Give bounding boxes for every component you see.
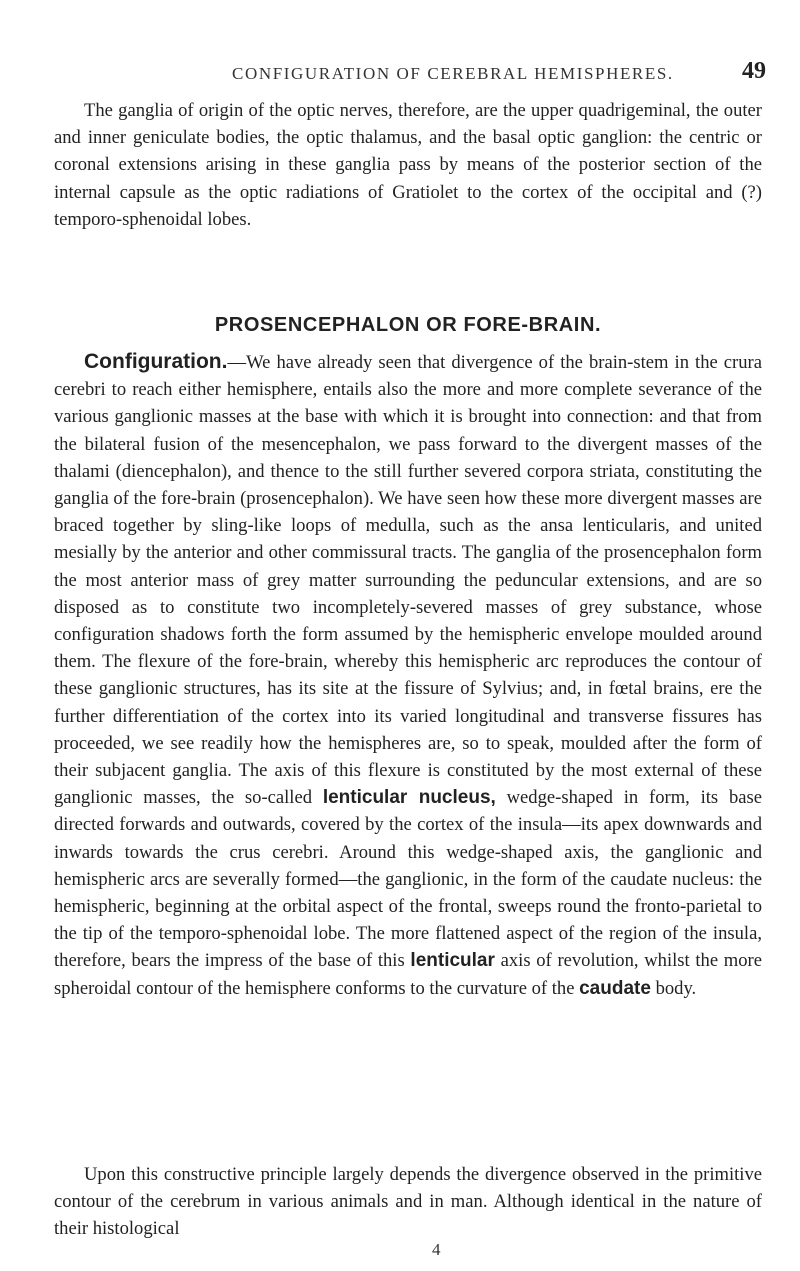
paragraph-text: —We have already seen that divergence of the brain-stem in the crura cerebri to reach either hemisphere, entails also the more and more complete severance of the various ganglionic masses at the base with which it is brought into connection: and that from the bilateral fusion of the mesencephalon, we pass forward to the divergent masses of the thalami (diencephalon), and thence to the still further severed corpora striata, constituting the ganglia of the fore-brain (prosencephalon). We have seen how these more divergent masses are braced together by sling-like loops of medulla, such as the ansa lenticularis, and united mesially by the anterior and other commissural tracts. The ganglia of the prosencephalon form the most anterior mass of grey matter surrounding the peduncular extensions, and are so disposed as to constitute two incompletely-severed masses of grey substance, whose configuration shadows forth the form assumed by the hemispheric envelope moulded around them. The flexure of the fore-brain, whereby this hemispheric arc reproduces the contour of these ganglionic structures, has its site at the fissure of Sylvius; and, in fœtal brains, ere the further differentiation of the cortex into its varied longitudinal and transverse fissures has proceeded, we see readily how the hemispheres are, so to speak, moulded after the form of their subjacent ganglia. The axis of this flexure is constituted by the most external of these ganglionic masses, the so-called <box>54 352 762 809</box>
paragraph-configuration <box>54 348 762 1002</box>
term-caudate: caudate <box>579 977 651 999</box>
run-in-heading: Configuration. <box>84 350 228 373</box>
signature-mark: 4 <box>432 1240 441 1259</box>
running-title: CONFIGURATION OF CEREBRAL HEMISPHERES. <box>232 64 674 83</box>
section-heading: PROSENCEPHALON OR FORE-BRAIN. <box>214 314 602 336</box>
running-head <box>0 58 800 92</box>
paragraph-text: wedge-shaped in form, its base directed forwards and outwards, covered by the cortex of the insula—its apex downwards and inwards towards the crus cerebri. Around this wedge-shaped axis, the ganglionic and hemispheric arcs are severally formed—the ganglionic, in the form of the caudate nucleus: the hemispheric, beginning at the orbital aspect of the frontal, sweeps round the fronto-parietal to the tip of the temporo-sphenoidal lobe. The more flattened aspect of the region of the insula, therefore, bears the impress of the base of this <box>54 787 762 972</box>
paragraph-text: body. <box>655 977 697 999</box>
term-lenticular: lenticular <box>410 950 495 972</box>
paragraph-text: axis of revolution, whilst the more spheroidal contour of the hemisphere conforms to the curvature of the <box>54 950 762 999</box>
page-number: 49 <box>742 58 766 84</box>
paragraph-constructive-principle: Upon this constructive principle largely depends the divergence observed in the primitive contour of the cerebrum in various animals and in man. Although identical in the nature of their histological <box>54 1164 762 1240</box>
paragraph-optic-ganglia: The ganglia of origin of the optic nerves, therefore, are the upper quadrigeminal, the outer and inner geniculate bodies, the optic thalamus, and the basal optic ganglion: the centric or coronal extensions arising in these ganglia pass by means of the posterior section of the internal capsule as the optic radiations of Gratiolet to the cortex of the occipital and (?) temporo-sphenoidal lobes. <box>54 100 762 230</box>
term-lenticular-nucleus: lenticular nucleus, <box>322 787 496 809</box>
